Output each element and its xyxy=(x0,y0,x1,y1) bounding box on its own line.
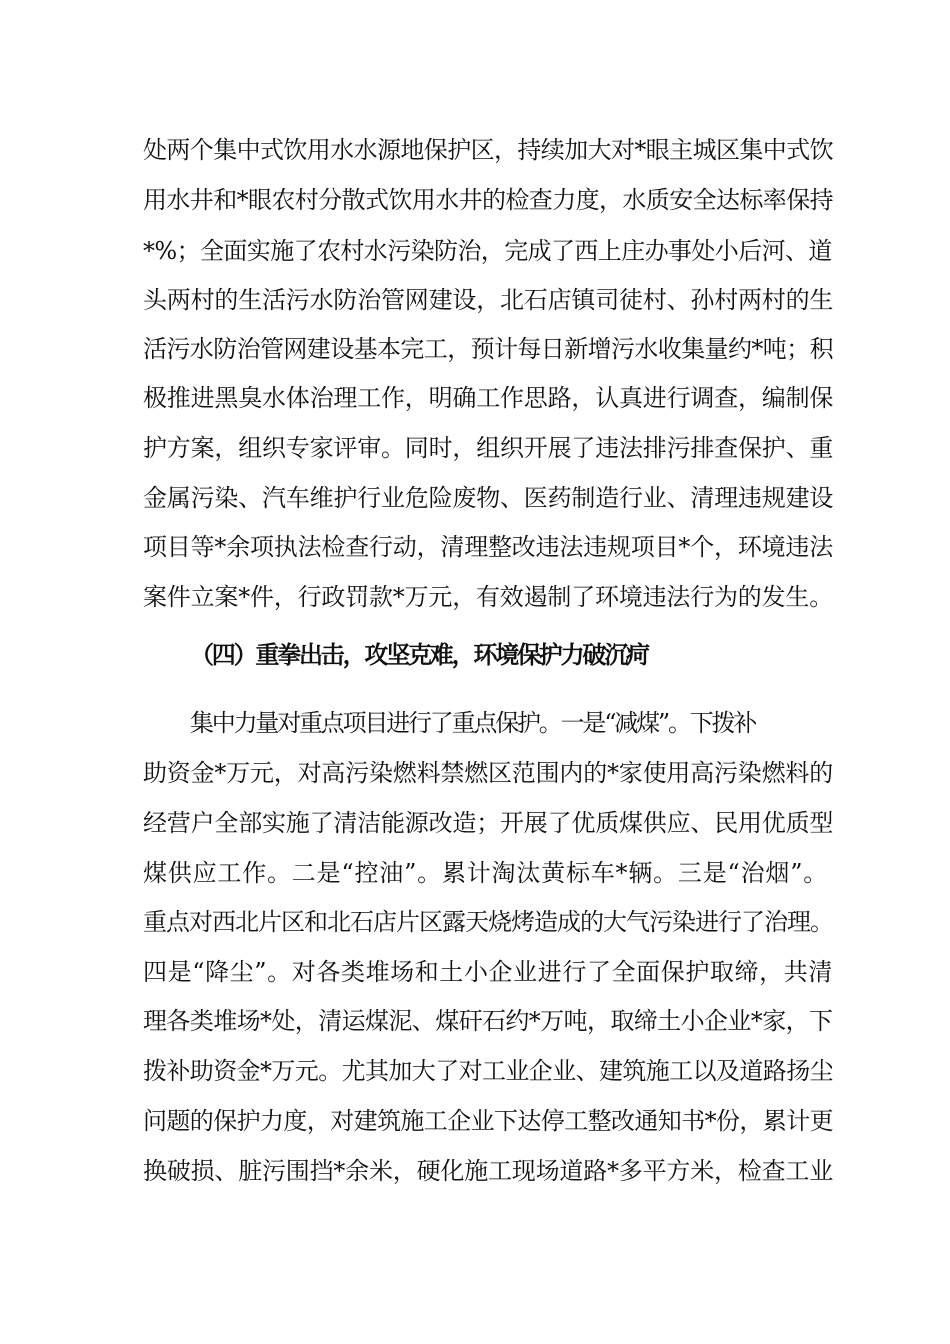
text-line: 四是“降尘”。对各类堆场和土小企业进行了全面保护取缔，共清 xyxy=(143,958,833,986)
text-line: 项目等*余项执法检查行动，清理整改违法违规项目*个，环境违法 xyxy=(143,533,833,561)
text-line: 金属污染、汽车维护行业危险废物、医药制造行业、清理违规建设 xyxy=(143,484,834,512)
text-line: 问题的保护力度，对建筑施工企业下达停工整改通知书*份，累计更 xyxy=(143,1107,833,1135)
text-line: 集中力量对重点项目进行了重点保护。一是“减煤”。下拨补 xyxy=(190,709,756,737)
text-line: 理各类堆场*处，清运煤泥、煤矸石约*万吨，取缔土小企业*家，下 xyxy=(143,1007,833,1035)
text-line: 煤供应工作。二是“控油”。累计淘汰黄标车*辆。三是“治烟”。 xyxy=(143,859,829,887)
text-line: 助资金*万元，对高污染燃料禁燃区范围内的*家使用高污染燃料的 xyxy=(143,759,833,787)
text-line: 换破损、脏污围挡*余米，硬化施工现场道路*多平方米，检查工业 xyxy=(143,1157,833,1185)
text-line: 重点对西北片区和北石店片区露天烧烤造成的大气污染进行了治理。 xyxy=(143,908,833,936)
text-line: 拨补助资金*万元。尤其加大了对工业企业、建筑施工以及道路扬尘 xyxy=(143,1057,833,1085)
section-heading: （四）重拳出击，攻坚克难，环境保护力破沉疴 xyxy=(190,641,648,669)
text-line: 活污水防治管网建设基本完工，预计每日新增污水收集量约*吨；积 xyxy=(143,335,833,363)
text-line: 经营户全部实施了清洁能源改造；开展了优质煤供应、民用优质型 xyxy=(143,809,834,837)
text-line: 用水井和*眼农村分散式饮用水井的检查力度，水质安全达标率保持 xyxy=(143,186,833,214)
text-line: 案件立案*件，行政罚款*万元，有效遏制了环境违法行为的发生。 xyxy=(143,583,833,611)
text-line: 护方案，组织专家评审。同时，组织开展了违法排污排查保护、重 xyxy=(143,434,834,462)
text-line: 头两村的生活污水防治管网建设，北石店镇司徒村、孙村两村的生 xyxy=(143,286,834,314)
text-line: *%；全面实施了农村水污染防治，完成了西上庄办事处小后河、道 xyxy=(143,237,832,265)
text-line: 极推进黑臭水体治理工作，明确工作思路，认真进行调查，编制保 xyxy=(143,384,834,412)
text-line: 处两个集中式饮用水水源地保护区，持续加大对*眼主城区集中式饮 xyxy=(143,136,833,164)
